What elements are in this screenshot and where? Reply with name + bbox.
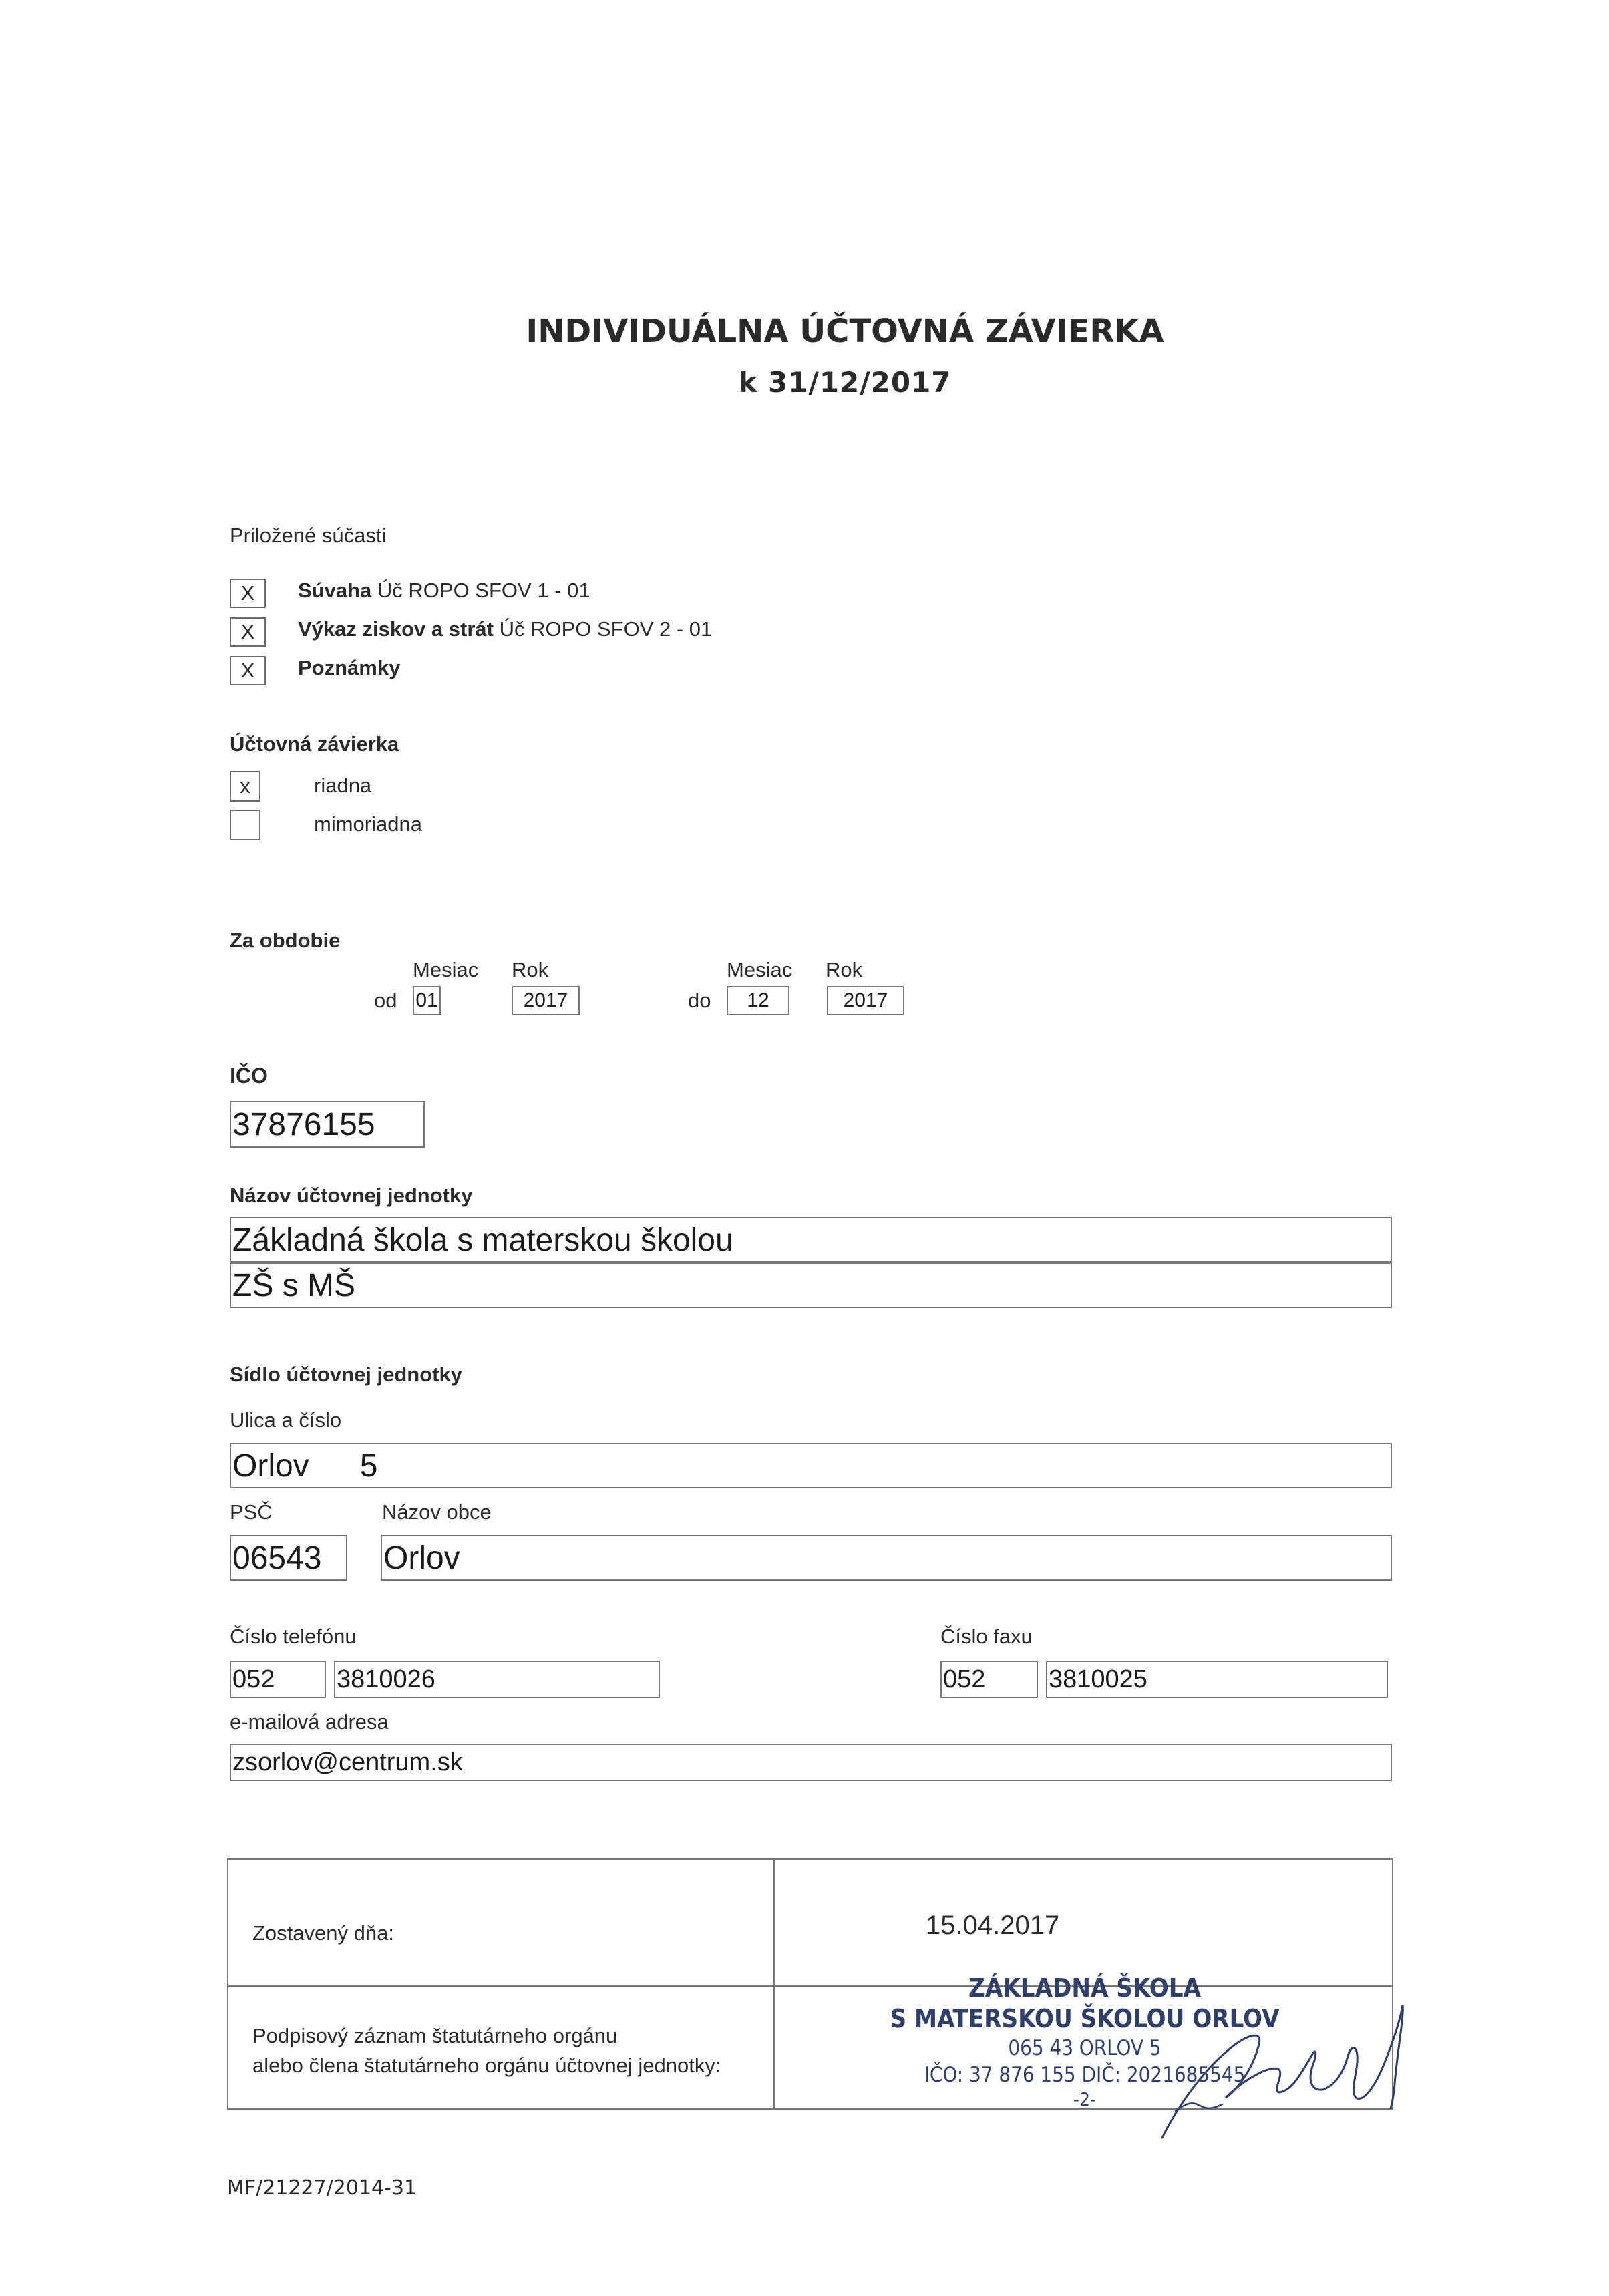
attachment-checkbox-vykaz[interactable]: X <box>230 617 266 647</box>
period-from-year[interactable]: 2017 <box>512 986 580 1015</box>
attachment-item-vykaz <box>298 617 712 641</box>
stamp-line-4: IČO: 37 876 155 DIČ: 2021685545 <box>924 2063 1246 2087</box>
phone-prefix-field[interactable]: 052 <box>230 1661 326 1698</box>
document-title: INDIVIDUÁLNA ÚČTOVNÁ ZÁVIERKA <box>526 313 1164 350</box>
ico-field[interactable]: 37876155 <box>230 1101 425 1148</box>
attachment-name: Súvaha <box>298 579 372 602</box>
closing-checkbox-riadna[interactable]: x <box>230 771 260 802</box>
closing-option-riadna: riadna <box>314 774 372 797</box>
fax-prefix-field[interactable]: 052 <box>940 1661 1038 1698</box>
period-from-month[interactable]: 01 <box>413 986 441 1015</box>
email-field[interactable]: zsorlov@centrum.sk <box>230 1744 1392 1781</box>
compiled-label: Zostavený dňa: <box>252 1921 394 1945</box>
attachment-item-suvaha <box>298 579 590 603</box>
period-from-year-label: Rok <box>512 958 549 981</box>
document-date: k 31/12/2017 <box>738 366 952 399</box>
attachments-label: Priložené súčasti <box>230 524 387 547</box>
table-divider-vertical <box>773 1860 775 2108</box>
attachment-checkbox-poznamky[interactable]: X <box>230 656 266 685</box>
email-label: e-mailová adresa <box>230 1710 389 1734</box>
compiled-date[interactable]: 15.04.2017 <box>926 1911 1060 1940</box>
attachment-name: Výkaz ziskov a strát <box>298 617 494 641</box>
street-label: Ulica a číslo <box>230 1408 342 1432</box>
entity-name-line2[interactable]: ZŠ s MŠ <box>230 1263 1392 1308</box>
period-to-year[interactable]: 2017 <box>827 986 904 1015</box>
attachment-code: Úč ROPO SFOV 2 - 01 <box>499 617 713 641</box>
ico-label: IČO <box>230 1063 268 1088</box>
attachment-item-poznamky <box>298 656 400 680</box>
period-from-label: od <box>374 989 397 1012</box>
street-name: Orlov <box>232 1448 309 1484</box>
period-to-month-label: Mesiac <box>727 958 793 981</box>
period-to-month[interactable]: 12 <box>727 986 789 1015</box>
closing-option-mimoriadna: mimoriadna <box>314 812 422 836</box>
psc-field[interactable]: 06543 <box>230 1535 347 1581</box>
phone-label: Číslo telefónu <box>230 1625 357 1648</box>
stamp-line-1: ZÁKLADNÁ ŠKOLA <box>968 1973 1202 2003</box>
signature-label-line2: alebo člena štatutárneho orgánu účtovnej jednotky: <box>252 2054 721 2077</box>
footer-code: MF/21227/2014-31 <box>227 2176 417 2200</box>
city-field[interactable]: Orlov <box>381 1535 1392 1581</box>
phone-number-field[interactable]: 3810026 <box>334 1661 660 1698</box>
closing-label: Účtovná závierka <box>230 732 399 756</box>
street-field[interactable] <box>230 1443 1392 1488</box>
street-number: 5 <box>359 1448 378 1484</box>
period-label: Za obdobie <box>230 929 341 952</box>
stamp-line-5: -2- <box>1073 2088 1097 2110</box>
period-from-month-label: Mesiac <box>413 958 479 981</box>
fax-number-field[interactable]: 3810025 <box>1046 1661 1388 1698</box>
period-to-year-label: Rok <box>826 958 863 981</box>
attachment-name: Poznámky <box>298 656 401 679</box>
closing-checkbox-mimoriadna[interactable] <box>230 810 260 840</box>
handwritten-signature <box>1135 1991 1416 2151</box>
entity-name-label: Názov účtovnej jednotky <box>230 1184 473 1207</box>
signature-label-line1: Podpisový záznam štatutárneho orgánu <box>252 2024 618 2047</box>
city-label: Názov obce <box>382 1500 492 1524</box>
fax-label: Číslo faxu <box>940 1625 1033 1648</box>
stamp-line-3: 065 43 ORLOV 5 <box>1008 2036 1161 2060</box>
entity-name-line1[interactable]: Základná škola s materskou školou <box>230 1217 1392 1263</box>
attachment-code: Úč ROPO SFOV 1 - 01 <box>377 579 590 602</box>
period-to-label: do <box>688 989 711 1012</box>
stamp-line-2: S MATERSKOU ŠKOLOU ORLOV <box>890 2004 1280 2033</box>
psc-label: PSČ <box>230 1500 273 1524</box>
attachment-checkbox-suvaha[interactable]: X <box>230 579 266 608</box>
address-label: Sídlo účtovnej jednotky <box>230 1363 462 1386</box>
